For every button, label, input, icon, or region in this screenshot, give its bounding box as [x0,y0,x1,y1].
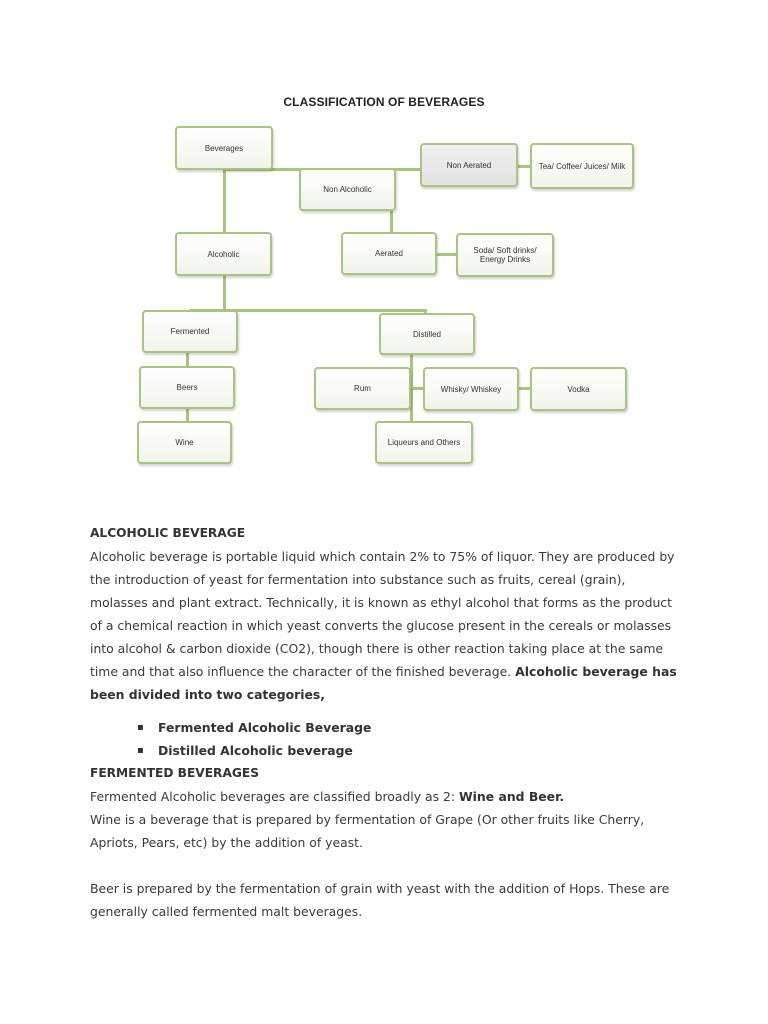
list-item [90,739,680,762]
connector-line [223,168,226,234]
list-item [90,716,680,739]
node-beers: Beers [139,366,235,409]
classification-diagram [0,0,768,480]
node-aerated: Aerated [341,232,437,275]
node-alcoholic: Alcoholic [175,232,272,276]
connector-line [518,165,530,168]
bullet-icon: ▪ [137,722,144,733]
alcoholic-heading: ALCOHOLIC BEVERAGE [90,526,246,540]
connector-line [436,253,456,256]
wine-paragraph: Wine is a beverage that is prepared by fermentation of Grape (Or other fruits like Cherry, Apriots, Pears, etc) by the addition of yeast. [90,812,645,850]
connector-line [410,387,424,390]
alcoholic-text: Alcoholic beverage is portable liquid which contain 2% to 75% of liquor. They are produced by the introduction of yeast for fermentation into substance such as fruits, cereal (grain), molasses and plant extract. Technically, it is known as ethyl alcohol that forms as the product of a chemical reaction in which yeast converts the glucose present in the cereals or molasses into alcohol & carbon dioxide (CO2), though there is other reaction taking place at the same time and that also influence the character of the finished beverage. [90,549,675,679]
node-vodka: Vodka [530,367,627,411]
node-non-alcoholic: Non Alcoholic [299,168,396,211]
node-fermented: Fermented [142,310,238,353]
beer-paragraph: Beer is prepared by the fermentation of grain with yeast with the addition of Hops. These are generally called fermented malt beverages. [90,881,670,919]
node-whisky-whiskey: Whisky/ Whiskey [423,367,519,411]
node-soda-soft-drinks: Soda/ Soft drinks/ Energy Drinks [456,233,554,277]
node-non-aerated: Non Aerated [420,143,518,187]
node-tea-coffee-juices-milk: Tea/ Coffee/ Juices/ Milk [530,143,634,189]
fermented-paragraph [90,785,680,808]
page-title: CLASSIFICATION OF BEVERAGES [283,95,485,109]
alcoholic-bold-text: Alcoholic beverage has been divided into two categories, [90,664,677,702]
fermented-heading: FERMENTED BEVERAGES [90,766,259,780]
node-beverages: Beverages [175,126,273,170]
fermented-bold-text: Wine and Beer. [459,789,565,804]
node-liqueurs-and-others: Liqueurs and Others [375,421,473,464]
node-distilled: Distilled [379,313,475,355]
alcoholic-paragraph [90,545,680,706]
category-list [90,716,680,762]
category-label: Fermented Alcoholic Beverage [158,720,372,735]
category-label: Distilled Alcoholic beverage [158,743,353,758]
connector-line [390,210,393,233]
bullet-icon: ▪ [137,745,144,756]
node-wine: Wine [137,421,232,464]
connector-line [223,276,226,312]
node-rum: Rum [314,367,411,410]
body-text [90,522,680,923]
connector-line [186,352,189,367]
fermented-text: Fermented Alcoholic beverages are classified broadly as 2: [90,789,460,804]
connector-line [186,408,189,422]
